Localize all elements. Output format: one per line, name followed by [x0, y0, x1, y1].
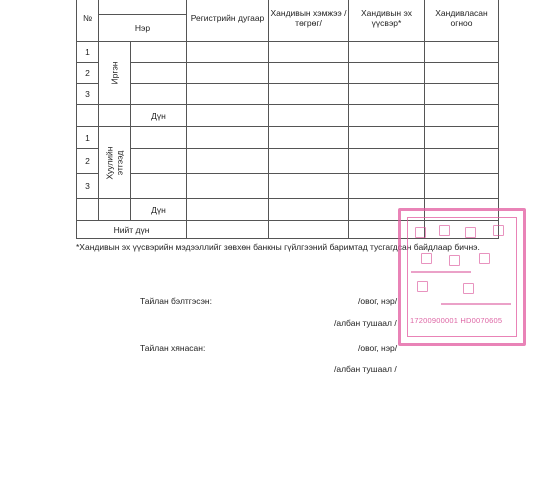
row-number: 3: [77, 84, 99, 105]
header-registration: Регистрийн дугаар: [187, 0, 269, 42]
table-cell: [349, 42, 425, 63]
stamp-glyph: [421, 253, 432, 264]
row-number: 2: [77, 149, 99, 174]
checked-by-label: Тайлан хянасан:: [140, 343, 206, 353]
row-number: 1: [77, 42, 99, 63]
individuals-group-label: Иргэн: [99, 42, 131, 105]
table-cell: [425, 149, 499, 174]
stamp-glyph: [417, 281, 428, 292]
individuals-subtotal-label: Дүн: [131, 105, 187, 127]
table-cell: [131, 42, 187, 63]
table-cell: [187, 221, 269, 239]
table-cell: [131, 127, 187, 149]
table-cell: [425, 42, 499, 63]
table-cell: [349, 174, 425, 199]
stamp-glyph: [465, 227, 476, 238]
header-no: №: [77, 0, 99, 42]
row-number: 1: [77, 127, 99, 149]
table-cell: [187, 127, 269, 149]
stamp-line: [411, 271, 471, 273]
table-cell: [425, 105, 499, 127]
table-cell: [99, 105, 131, 127]
footnote: *Хандивын эх үүсвэрийн мэдээллийг зөвхөн банкны гүйлгээний баримтад тусгагдсан байдлаар бичнэ.: [76, 242, 480, 252]
stamp-serial: 17200900001 HD0070605: [410, 316, 503, 325]
prepared-position-hint: /албан тушаал /: [334, 318, 397, 328]
grand-total-label: Нийт дүн: [77, 221, 187, 239]
table-cell: [131, 84, 187, 105]
table-cell: [269, 199, 349, 221]
header-amount: Хандивын хэмжээ /төгрөг/: [269, 0, 349, 42]
table-cell: [187, 174, 269, 199]
table-cell: [187, 199, 269, 221]
table-cell: [99, 199, 131, 221]
entities-subtotal-label: Дүн: [131, 199, 187, 221]
table-cell: [425, 84, 499, 105]
table-cell: [269, 221, 349, 239]
prepared-name-hint: /овог, нэр/: [358, 296, 398, 306]
table-cell: [131, 149, 187, 174]
stamp-line: [441, 303, 511, 305]
table-cell: [187, 84, 269, 105]
table-cell: [187, 105, 269, 127]
table-cell: [131, 63, 187, 84]
table-cell: [269, 42, 349, 63]
table-cell: [349, 149, 425, 174]
table-cell: [269, 84, 349, 105]
header-source: Хандивын эх үүсвэр*: [349, 0, 425, 42]
stamp-glyph: [463, 283, 474, 294]
stamp-glyph: [493, 225, 504, 236]
table-cell: [77, 105, 99, 127]
table-cell: [425, 127, 499, 149]
stamp-glyph: [439, 225, 450, 236]
table-cell: [131, 174, 187, 199]
table-cell: [187, 149, 269, 174]
table-cell: [187, 42, 269, 63]
donation-table: [76, 0, 499, 239]
stamp-glyph: [449, 255, 460, 266]
table-cell: [349, 63, 425, 84]
header-name: Нэр: [99, 15, 187, 42]
table-cell: [269, 105, 349, 127]
official-stamp: [398, 208, 526, 346]
table-cell: [349, 105, 425, 127]
header-empty: [99, 0, 187, 15]
table-cell: [425, 174, 499, 199]
stamp-glyph: [415, 227, 426, 238]
table-cell: [269, 174, 349, 199]
table-cell: [349, 127, 425, 149]
table-cell: [269, 127, 349, 149]
table-cell: [269, 63, 349, 84]
entities-group-label: Хуулийн этгээд: [99, 127, 131, 199]
table-cell: [425, 63, 499, 84]
table-cell: [187, 63, 269, 84]
header-date: Хандивласан огноо: [425, 0, 499, 42]
prepared-by-label: Тайлан бэлтгэсэн:: [140, 296, 212, 306]
table-cell: [77, 199, 99, 221]
checked-name-hint: /овог, нэр/: [358, 343, 398, 353]
table-cell: [349, 84, 425, 105]
checked-position-hint: /албан тушаал /: [334, 364, 397, 374]
table-cell: [269, 149, 349, 174]
stamp-glyph: [479, 253, 490, 264]
row-number: 2: [77, 63, 99, 84]
row-number: 3: [77, 174, 99, 199]
